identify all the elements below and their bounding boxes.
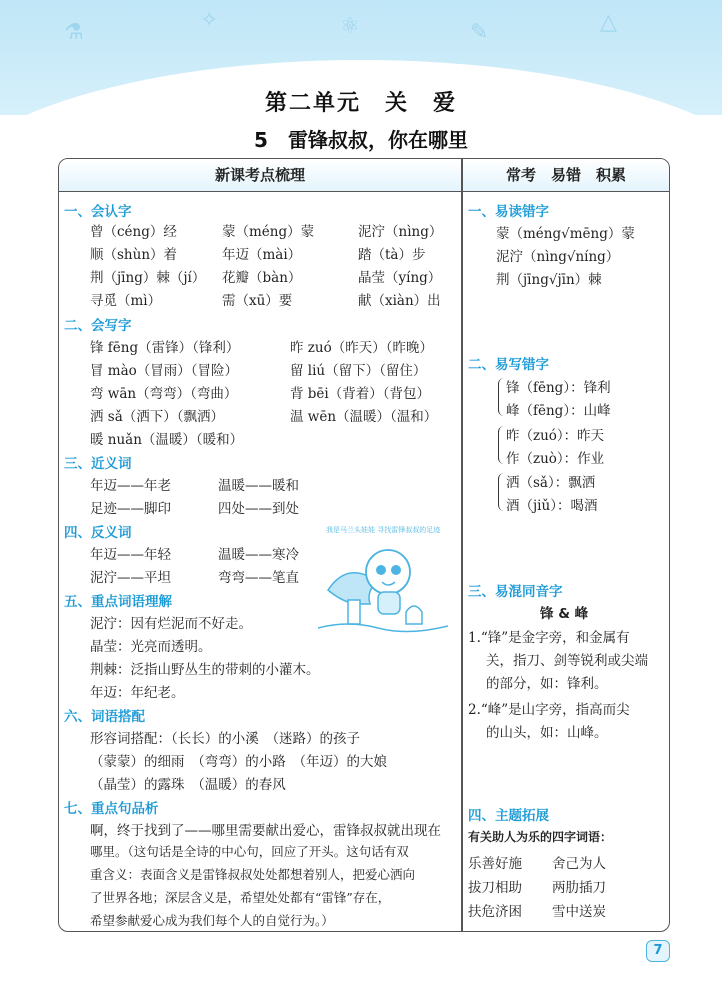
unit-title: 第二单元 关 爱 (264, 91, 457, 116)
s2-item-2: 昨 zuó（昨天）（昨晚） (290, 340, 433, 356)
s2-item-5: 弯 wān（弯弯）（弯曲） (90, 386, 238, 402)
r3-line-2: 关，指刀、剑等锐利或尖端 (486, 653, 648, 669)
section-6-title: 六、词语搭配 (64, 709, 145, 725)
r4-subtitle: 有关助人为乐的四字词语： (468, 830, 613, 844)
s2-item-6: 背 bēi（背着）（背包） (290, 386, 430, 402)
flask-icon: ⚗ (64, 20, 84, 45)
s1-r1-c1: 曾（céng）经 (90, 224, 177, 240)
left-header: 新课考点梳理 (59, 159, 461, 192)
s7-line-4: 了世界各地；深层含义是，希望处处都有“雷锋”存在， (90, 890, 391, 905)
r3-line-1: 1.“锋”是金字旁，和金属有 (468, 630, 630, 646)
s1-r2-c2: 年迈（mài） (222, 247, 302, 263)
s3-item-2: 温暖——暖和 (218, 478, 299, 494)
r1-item-2: 泥泞（nìng√níng） (496, 249, 620, 265)
r3-line-4: 2.“峰”是山字旁，指高而尖 (468, 702, 630, 718)
s7-line-3: 重含义：表面含义是雷锋叔叔处处都想着别人，把爱心洒向 (90, 867, 416, 882)
pencil-icon: ✎ (470, 20, 489, 45)
s1-r3-c3: 晶莹（yíng） (358, 270, 442, 286)
s2-item-9: 暖 nuǎn（温暖）（暖和） (90, 432, 244, 448)
s2-item-4: 留 liú（留下）（留住） (290, 363, 427, 379)
star-icon: ✧ (200, 8, 219, 33)
s7-line-2: 哪里。（这句话是全诗的中心句，回应了开头。这句话有双 (90, 844, 409, 859)
s5-item-2: 晶莹：光亮而透明。 (90, 639, 212, 655)
s6-line-3: （晶莹）的露珠 （温暖）的春风 (90, 777, 286, 793)
s4-item-1: 年迈——年轻 (90, 547, 171, 563)
s2-item-3: 冒 mào（冒雨）（冒险） (90, 363, 239, 379)
s1-r2-c1: 顺（shùn）着 (90, 247, 178, 263)
brace-3 (498, 473, 504, 511)
s5-item-3: 荆棘：泛指山野丛生的带刺的小灌木。 (90, 662, 320, 678)
s2-item-1: 锋 fēng（雷锋）（锋利） (90, 340, 240, 356)
triangle-icon: △ (600, 10, 617, 35)
r4-item-3: 拔刀相助 (468, 880, 522, 896)
s5-item-1: 泥泞：因有烂泥而不好走。 (90, 616, 252, 632)
r4-item-2: 舍己为人 (552, 856, 606, 872)
r-section-4-title: 四、主题拓展 (468, 808, 549, 824)
s2-item-7: 洒 sǎ（洒下）（飘洒） (90, 409, 225, 425)
s4-item-3: 泥泞——平坦 (90, 570, 171, 586)
s1-r4-c1: 寻觅（mì） (90, 293, 162, 309)
s7-line-1: 啊，终于找到了——哪里需要献出爱心，雷锋叔叔就出现在 (90, 823, 441, 839)
r2-pair3-a: 洒（sǎ）：飘洒 (506, 475, 596, 491)
r2-pair3-b: 酒（jiǔ）：喝酒 (506, 498, 598, 514)
page-number: 7 (646, 940, 670, 962)
r4-item-1: 乐善好施 (468, 856, 522, 872)
s7-line-5: 希望参献爱心成为我们每个人的自觉行为。） (90, 913, 334, 928)
r4-item-5: 扶危济困 (468, 904, 522, 920)
s1-r2-c3: 踏（tà）步 (358, 247, 426, 263)
r1-item-3: 荆（jīng√jīn）棘 (496, 272, 602, 288)
lesson-title: 5 雷锋叔叔，你在哪里 (254, 128, 468, 152)
section-1-title: 一、会认字 (64, 204, 132, 220)
s4-item-4: 弯弯——笔直 (218, 570, 299, 586)
s1-r3-c1: 荆（jīng）棘（jí） (90, 270, 206, 286)
r2-pair1-a: 锋（fēng）：锋利 (506, 380, 611, 396)
s3-item-4: 四处——到处 (218, 501, 299, 517)
r-section-2-title: 二、易写错字 (468, 357, 549, 373)
s1-r4-c2: 需（xū）要 (222, 293, 293, 309)
r3-line-5: 的山头，如：山峰。 (486, 725, 608, 741)
atom-icon: ⚛ (340, 14, 360, 39)
r4-item-6: 雪中送炭 (552, 904, 606, 920)
brace-2 (498, 426, 504, 464)
r-section-1-title: 一、易读错字 (468, 204, 549, 220)
r3-line-3: 的部分，如：锋利。 (486, 676, 608, 692)
section-2-title: 二、会写字 (64, 318, 132, 334)
s3-item-1: 年迈——年老 (90, 478, 171, 494)
section-3-title: 三、近义词 (64, 456, 132, 472)
section-5-title: 五、重点词语理解 (64, 594, 172, 610)
s1-r1-c3: 泥泞（nìng） (358, 224, 443, 240)
s2-item-8: 温 wēn（温暖）（温和） (290, 409, 438, 425)
r4-item-4: 两肋插刀 (552, 880, 606, 896)
brace-1 (498, 378, 504, 416)
s1-r1-c2: 蒙（méng）蒙 (222, 224, 315, 240)
s6-line-1: 形容词搭配：（长长）的小溪 （迷路）的孩子 (90, 731, 360, 747)
section-7-title: 七、重点句品析 (64, 801, 159, 817)
r1-item-1: 蒙（méng√mēng）蒙 (496, 226, 635, 242)
r-section-3-title: 三、易混同音字 (468, 584, 563, 600)
s6-line-2: （蒙蒙）的细雨 （弯弯）的小路 （年迈）的大娘 (90, 754, 387, 770)
s5-item-4: 年迈：年纪老。 (90, 685, 185, 701)
right-header: 常考 易错 积累 (463, 159, 669, 192)
r2-pair2-b: 作（zuò）：作业 (506, 451, 605, 467)
s1-r3-c2: 花瓣（bàn） (222, 270, 302, 286)
r3-subtitle: 锋 & 峰 (540, 606, 589, 622)
s4-item-2: 温暖——寒冷 (218, 547, 299, 563)
s1-r4-c3: 献（xiàn）出 (358, 293, 441, 309)
section-4-title: 四、反义词 (64, 525, 132, 541)
r2-pair1-b: 峰（fēng）：山峰 (506, 403, 611, 419)
r2-pair2-a: 昨（zuó）：昨天 (506, 428, 605, 444)
s3-item-3: 足迹——脚印 (90, 501, 171, 517)
mascot-caption: 我是马兰头娃娃 寻找雷锋叔叔的足迹 (326, 526, 441, 534)
